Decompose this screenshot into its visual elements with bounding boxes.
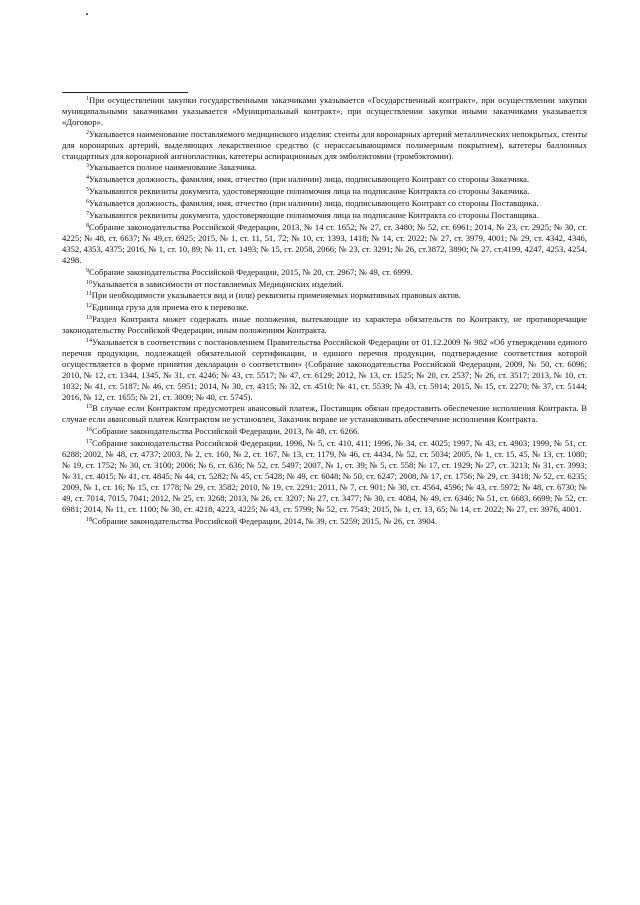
footnote bbox=[62, 302, 587, 313]
footnote-text: Указывается должность, фамилия, имя, отчество (при наличии) лица, подписывающего Контракт со стороны Поставщика. bbox=[89, 198, 539, 209]
footnote-text: Раздел Контракта может содержать иные положения, вытекающие из характера обязательств по Контракту, не противоречащие законодательству Российской Федерации, иным положениям Контракта. bbox=[62, 314, 587, 336]
footnote-number: 14 bbox=[86, 338, 92, 345]
footnote bbox=[62, 290, 587, 301]
scan-speck bbox=[86, 13, 88, 15]
footnote-number: 8 bbox=[86, 222, 89, 229]
footnote bbox=[62, 186, 587, 197]
footnote-text: Собрание законодательства Российской Федерации, 1996, № 5, ст. 410, 411; 1996, № 34, ст. 4025; 1997, № 43, ст. 4903; 1999, № 51, ст. 6288; 2002, № 48, ст. 4737; 2003, № 2, ст. 160, № 2, ст. 167, № 13, ст. 1179, № 46, ст. 4434, № 52, ст. 5034; 2005, № 1, ст. 15, 45, № 13, ст. 1080; № 19, ст. 1752; № 30, ст. 3100; 2006; № 6, ст. 636; № 52, ст. 5497; 2007, № 1, ст. 39; № 5, ст. 558; № 17, ст. 1929; № 27, ст. 3213; № 31, ст. 3993; № 31, ст. 4015; № 41, ст. 4845; № 44, ст. 5282; № 45, ст. 5428; № 49, ст. 6048; № 50, ст. 6247; 2008, № 17, ст. 1756; № 29, ст. 3418; № 52, ст. 6235; 2009, № 1, ст. 16; № 15, ст. 1778; № 29, ст. 3582; 2010, № 19, ст. 2291; 2011, № 7, ст. 901; № 30, ст. 4564, 4596; № 43, ст. 5972; № 48, ст. 6730; № 49, ст. 7014, 7015, 7041; 2012, № 25, ст. 3268; 2013, № 26, ст. 3207; № 27, ст. 3477; № 30, ст. 4084, № 49, ст. 6346; № 51, ст. 6683, 6699; № 52, ст. 6981; 2014, № 11, ст. 1100; № 30, ст. 4218, 4223, 4225; № 43, ст. 5799; № 52, ст. 7543; 2015, № 1, ст. 13, 65; № 14, ст. 2022; № 27, ст. 3976, 4001. bbox=[62, 438, 587, 514]
footnote-number: 7 bbox=[86, 211, 89, 218]
footnote bbox=[62, 403, 587, 425]
footnote-number: 3 bbox=[86, 163, 89, 170]
footnote-text: Собрание законодательства Российской Федерации, 2013, № 14 ст. 1652; № 27, ст. 3480; № 52, ст. 6961; 2014, № 23, ст. 2925; № 30, ст. 4225; № 48, ст. 6637; № 49,ст. 6925; 2015, № 1, ст. 11, 51, 72; № 10, ст. 1393, 1418; № 14, ст. 2022; № 27, ст. 3979, 4001; № 29, ст. 4342, 4346, 4352, 4353, 4375; 2016, № 1, ст. 10, 89; № 11, ст. 1493; № 15, ст. 2058, 2066; № 23, ст. 3291; № 26, ст.3872, 3890; № 27, ст.4199, 4247, 4253, 4254, 4298. bbox=[62, 221, 587, 265]
footnote bbox=[62, 222, 587, 266]
footnote bbox=[62, 267, 587, 278]
footnote bbox=[62, 210, 587, 221]
footnote-number: 11 bbox=[86, 291, 92, 298]
footnote-number: 9 bbox=[86, 267, 89, 274]
footnote bbox=[62, 198, 587, 209]
footnote bbox=[62, 174, 587, 185]
footnote-text: Собрание законодательства Российской Федерации, 2013, № 48, ст. 6266. bbox=[92, 426, 360, 437]
footnote-text: Собрание законодательства Российской Федерации, 2015, № 20, ст. 2967; № 49, ст. 6999. bbox=[89, 266, 413, 277]
footnote-number: 4 bbox=[86, 175, 89, 182]
footnote bbox=[62, 337, 587, 402]
footnote-text: Указывается должность, фамилия, имя, отчество (при наличии) лица, подписывающего Контракт со стороны Заказчика. bbox=[89, 174, 530, 185]
footnote-text: Единица груза для приема его к перевозке. bbox=[92, 302, 249, 313]
footnote-number: 15 bbox=[86, 404, 92, 411]
footnote bbox=[62, 162, 587, 173]
footnote-number: 10 bbox=[86, 279, 92, 286]
footnote-text: При осуществлении закупки государственными заказчиками указывается «Государственный контракт», при осуществлении закупки муниципальными заказчиками указывается «Муниципальный контракт», при осуществлении закупки иными заказчиками указывается «Договор». bbox=[62, 95, 587, 127]
footnote bbox=[62, 314, 587, 336]
footnote bbox=[62, 95, 587, 128]
footnote bbox=[62, 438, 587, 514]
footnotes-block bbox=[62, 95, 587, 527]
footnote-text: Указываются реквизиты документа, удостоверяющие полномочия лица на подписание Контракта со стороны Поставщика. bbox=[89, 210, 539, 221]
footnote-text: Указывается наименование поставляемого медицинского изделия: стенты для коронарных артерий металлических непокрытых, стенты для коронарных артерий, выделяющих лекарственное средство (с нерассасывающимся полимерным покрытием), катетеры баллонных стандартных для коронарной ангиопластики, катетеры аспирационных для эмболэктомии (тромбэктомии). bbox=[62, 128, 587, 161]
footnote bbox=[62, 426, 587, 437]
footnote-text: Указываются реквизиты документа, удостоверяющие полномочия лица на подписание Контракта со стороны Заказчика. bbox=[89, 186, 530, 197]
footnote-number: 5 bbox=[86, 187, 89, 194]
footnote bbox=[62, 516, 587, 527]
footnote-separator bbox=[62, 92, 188, 93]
footnote-number: 18 bbox=[86, 516, 92, 523]
footnote bbox=[62, 279, 587, 290]
footnote-number: 6 bbox=[86, 199, 89, 206]
footnote-text: В случае если Контрактом предусмотрен авансовый платеж, Поставщик обязан предоставить обеспечение исполнения Контракта. В случае если авансовый платеж Контрактом не установлен, Заказчик вправе не устанавливать обеспечение исполнения Контракта. bbox=[62, 403, 587, 425]
footnote-text: При необходимости указывается вид и (или) реквизиты применяемых нормативных правовых актов. bbox=[91, 290, 461, 301]
footnote-number: 13 bbox=[86, 315, 92, 322]
footnote-number: 16 bbox=[86, 427, 92, 434]
footnote-text: Указывается в соответствии с постановлением Правительства Российской Федерации от 01.12.2009 № 982 «Об утверждении единого перечня продукции, подлежащей обязательной сертификации, и единого перечня продукции, подтверждение соответствия которой осуществляется в форме принятия декларации о соответствии» (Собрание законодательства Российской Федерации, 2009, № 50, ст. 6096; 2010, № 12, ст. 1344, 1345, № 31, ст. 4246; № 43, ст. 5517; № 47, ст. 6129; 2012, № 13, ст. 1525; № 20, ст. 2537; № 26, ст. 3517; 2013, № 10, ст. 1032; № 41, ст. 5187; № 46, ст. 5951; 2014, № 30, ст. 4315; № 32, ст. 4510; № 41, ст. 5539; № 43, ст. 5914; 2015, № 15, ст. 2270; № 37, ст. 5144; 2016, № 12, ст. 1655; № 21, ст. 3009; № 40, ст. 5745). bbox=[62, 337, 587, 402]
footnote-text: Указывается в зависимости от поставляемых Медицинских изделий. bbox=[92, 278, 344, 289]
footnote-number: 1 bbox=[86, 96, 89, 102]
footnote-number: 2 bbox=[86, 129, 89, 136]
footnote-number: 12 bbox=[86, 303, 92, 310]
footnote-number: 17 bbox=[86, 439, 92, 446]
footnote-text: Указывается полное наименование Заказчика. bbox=[89, 162, 257, 173]
footnote-text: Собрание законодательства Российской Федерации, 2014, № 39, ст. 5259; 2015, № 26, ст. 3904. bbox=[92, 515, 438, 526]
footnote bbox=[62, 129, 587, 162]
